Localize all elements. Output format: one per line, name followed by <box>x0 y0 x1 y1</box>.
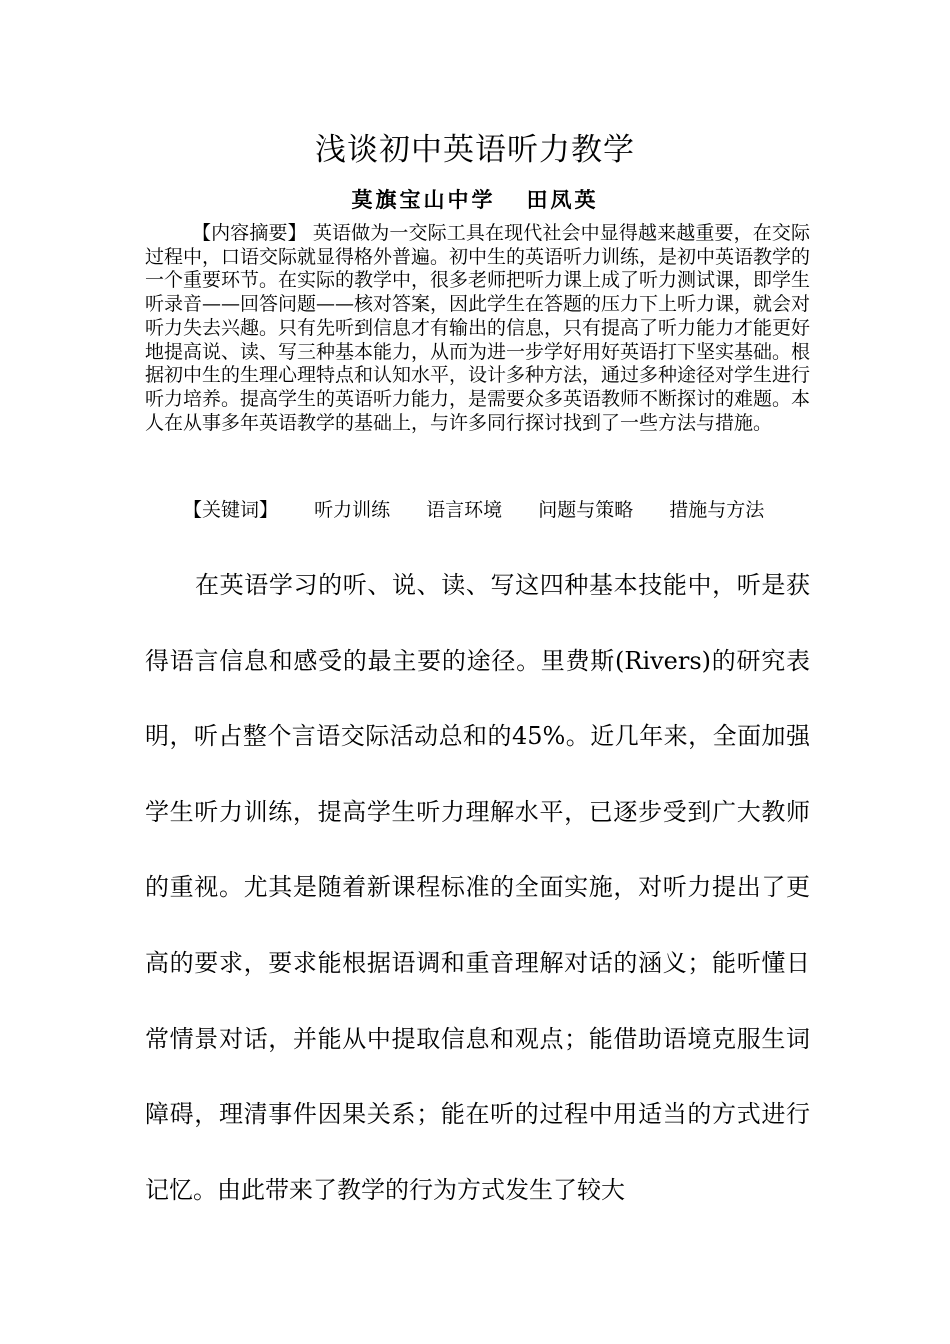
author-line: 莫旗宝山中学 田凤英 <box>351 187 599 212</box>
keyword-item: 语言环境 <box>426 499 503 521</box>
keyword-item: 问题与策略 <box>538 499 634 521</box>
keywords-line <box>145 496 810 524</box>
keyword-item: 听力训练 <box>314 499 391 521</box>
document-title: 浅谈初中英语听力教学 <box>315 132 635 168</box>
abstract-text: 英语做为一交际工具在现代社会中显得越来越重要，在交际过程中，口语交际就显得格外普遍。初中生的英语听力训练，是初中英语教学的一个重要环节。在实际的教学中，很多老师把听力课上成了听力测试课，即学生听录音——回答问题——核对答案，因此学生在答题的压力下上听力课，就会对听力失去兴趣。只有先听到信息才有输出的信息，只有提高了听力能力才能更好地提高说、读、写三种基本能力，从而为进一步学好用好英语打下坚实基础。根据初中生的生理心理特点和认知水平，设计多种方法，通过多种途径对学生进行听力培养。提高学生的英语听力能力，是需要众多英语教师不断探讨的难题。本人在从事多年英语教学的基础上，与许多同行探讨找到了一些方法与措施。 <box>145 222 811 434</box>
keyword-item: 措施与方法 <box>669 499 765 521</box>
abstract-paragraph <box>145 222 810 435</box>
body-paragraph: 在英语学习的听、说、读、写这四种基本技能中，听是获得语言信息和感受的最主要的途径。里费斯(Rivers)的研究表明，听占整个言语交际活动总和的45%。近几年来，全面加强学生听力训练，提高学生听力理解水平，已逐步受到广大教师的重视。尤其是随着新课程标准的全面实施，对听力提出了更高的要求，要求能根据语调和重音理解对话的涵义；能听懂日常情景对话，并能从中提取信息和观点；能借助语境克服生词障碍，理清事件因果关系；能在听的过程中用适当的方式进行记忆。由此带来了教学的行为方式发生了较大 <box>145 571 810 1204</box>
abstract-label: 【内容摘要】 <box>192 222 307 244</box>
keywords-label: 【关键词】 <box>183 499 279 521</box>
